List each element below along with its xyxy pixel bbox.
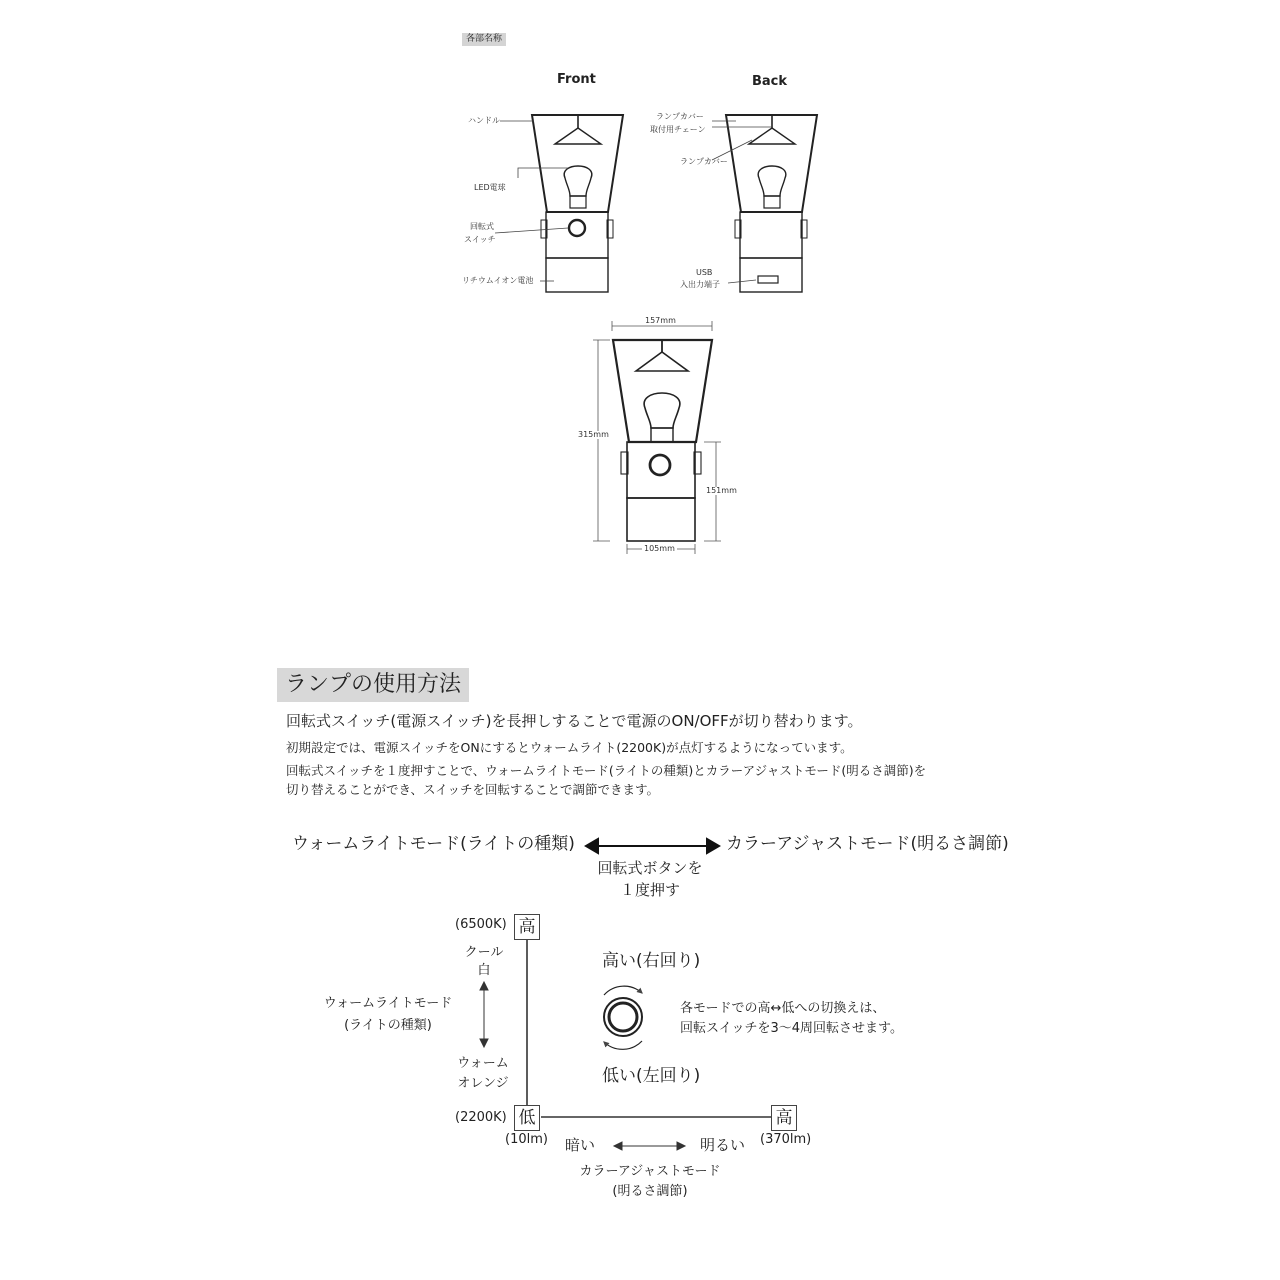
- label-cover-chain-2: 取付用チェーン: [650, 125, 706, 134]
- cool-label-1: クール: [464, 945, 504, 960]
- label-rotary-switch-1: 回転式: [470, 222, 494, 231]
- low-lumen-label: (10lm): [505, 1132, 548, 1147]
- dim-height: 315mm: [578, 430, 609, 439]
- parts-names-tag: 各部名称: [462, 33, 506, 46]
- bright-label: 明るい: [700, 1136, 746, 1154]
- usage-section-title: ランプの使用方法: [277, 668, 469, 702]
- press-once-line-1: 回転式ボタンを: [597, 859, 703, 877]
- top-kelvin-label: (6500K): [455, 917, 507, 932]
- usage-line-4: 切り替えることができ、スイッチを回転することで調節できます。: [286, 782, 660, 797]
- graph-warm-mode-2: (ライトの種類): [344, 1018, 432, 1033]
- switch-note-1: 各モードでの高↔低への切換えは、: [680, 1001, 886, 1016]
- warm-light-mode-label: ウォームライトモード(ライトの種類): [292, 834, 575, 854]
- back-heading: Back: [752, 74, 788, 89]
- low-box: 低: [514, 1105, 540, 1131]
- high-right-box: 高: [771, 1105, 797, 1131]
- dim-width-top: 157mm: [645, 316, 676, 325]
- low-counterclockwise-label: 低い(左回り): [602, 1066, 701, 1086]
- front-heading: Front: [557, 72, 596, 87]
- back-lamp-drawing: [726, 115, 817, 292]
- label-handle: ハンドル: [468, 116, 500, 125]
- horizontal-double-arrow: [614, 1142, 685, 1150]
- press-once-line-2: １度押す: [619, 881, 680, 899]
- front-leader-lines: [495, 121, 568, 281]
- label-cover-chain-1: ランプカバー: [656, 112, 704, 121]
- graph-color-mode-1: カラーアジャストモード: [579, 1164, 721, 1179]
- label-usb-2: 入出力端子: [680, 280, 720, 289]
- dim-lower-height: 151mm: [706, 486, 737, 495]
- front-lamp-drawing: [532, 115, 623, 292]
- label-lamp-cover: ランプカバー: [680, 157, 728, 166]
- graph-warm-mode-1: ウォームライトモード: [323, 996, 453, 1011]
- dimension-lamp-drawing: [613, 340, 712, 541]
- back-leader-lines: [712, 121, 772, 283]
- label-battery: リチウムイオン電池: [462, 276, 534, 285]
- label-led-bulb: LED電球: [474, 183, 506, 192]
- cool-label-2: 白: [477, 963, 491, 978]
- label-usb-1: USB: [696, 268, 713, 277]
- usage-line-1: 回転式スイッチ(電源スイッチ)を長押しすることで電源のON/OFFが切り替わります。: [286, 712, 863, 730]
- bottom-kelvin-label: (2200K): [455, 1110, 507, 1125]
- vertical-double-arrow: [480, 982, 488, 1047]
- mode-switch-arrow: [586, 839, 719, 853]
- color-adjust-mode-label: カラーアジャストモード(明るさ調節): [726, 834, 1009, 854]
- dark-label: 暗い: [565, 1136, 596, 1154]
- graph-color-mode-2: (明るさ調節): [612, 1184, 688, 1199]
- warm-label-2: オレンジ: [457, 1076, 509, 1091]
- label-rotary-switch-2: スイッチ: [464, 235, 496, 244]
- high-clockwise-label: 高い(右回り): [602, 951, 701, 971]
- high-top-box: 高: [514, 914, 540, 940]
- switch-note-2: 回転スイッチを3～4周回転させます。: [680, 1021, 903, 1036]
- high-lumen-label: (370lm): [760, 1132, 812, 1147]
- warm-label-1: ウォーム: [457, 1056, 509, 1071]
- usage-line-2: 初期設定では、電源スイッチをONにするとウォームライト(2200K)が点灯するようになっています。: [286, 740, 853, 755]
- usage-line-3: 回転式スイッチを１度押すことで、ウォームライトモード(ライトの種類)とカラーアジャストモード(明るさ調節)を: [286, 763, 927, 778]
- rotary-knob-icon: [604, 986, 642, 1049]
- dim-width-bottom: 105mm: [644, 544, 675, 553]
